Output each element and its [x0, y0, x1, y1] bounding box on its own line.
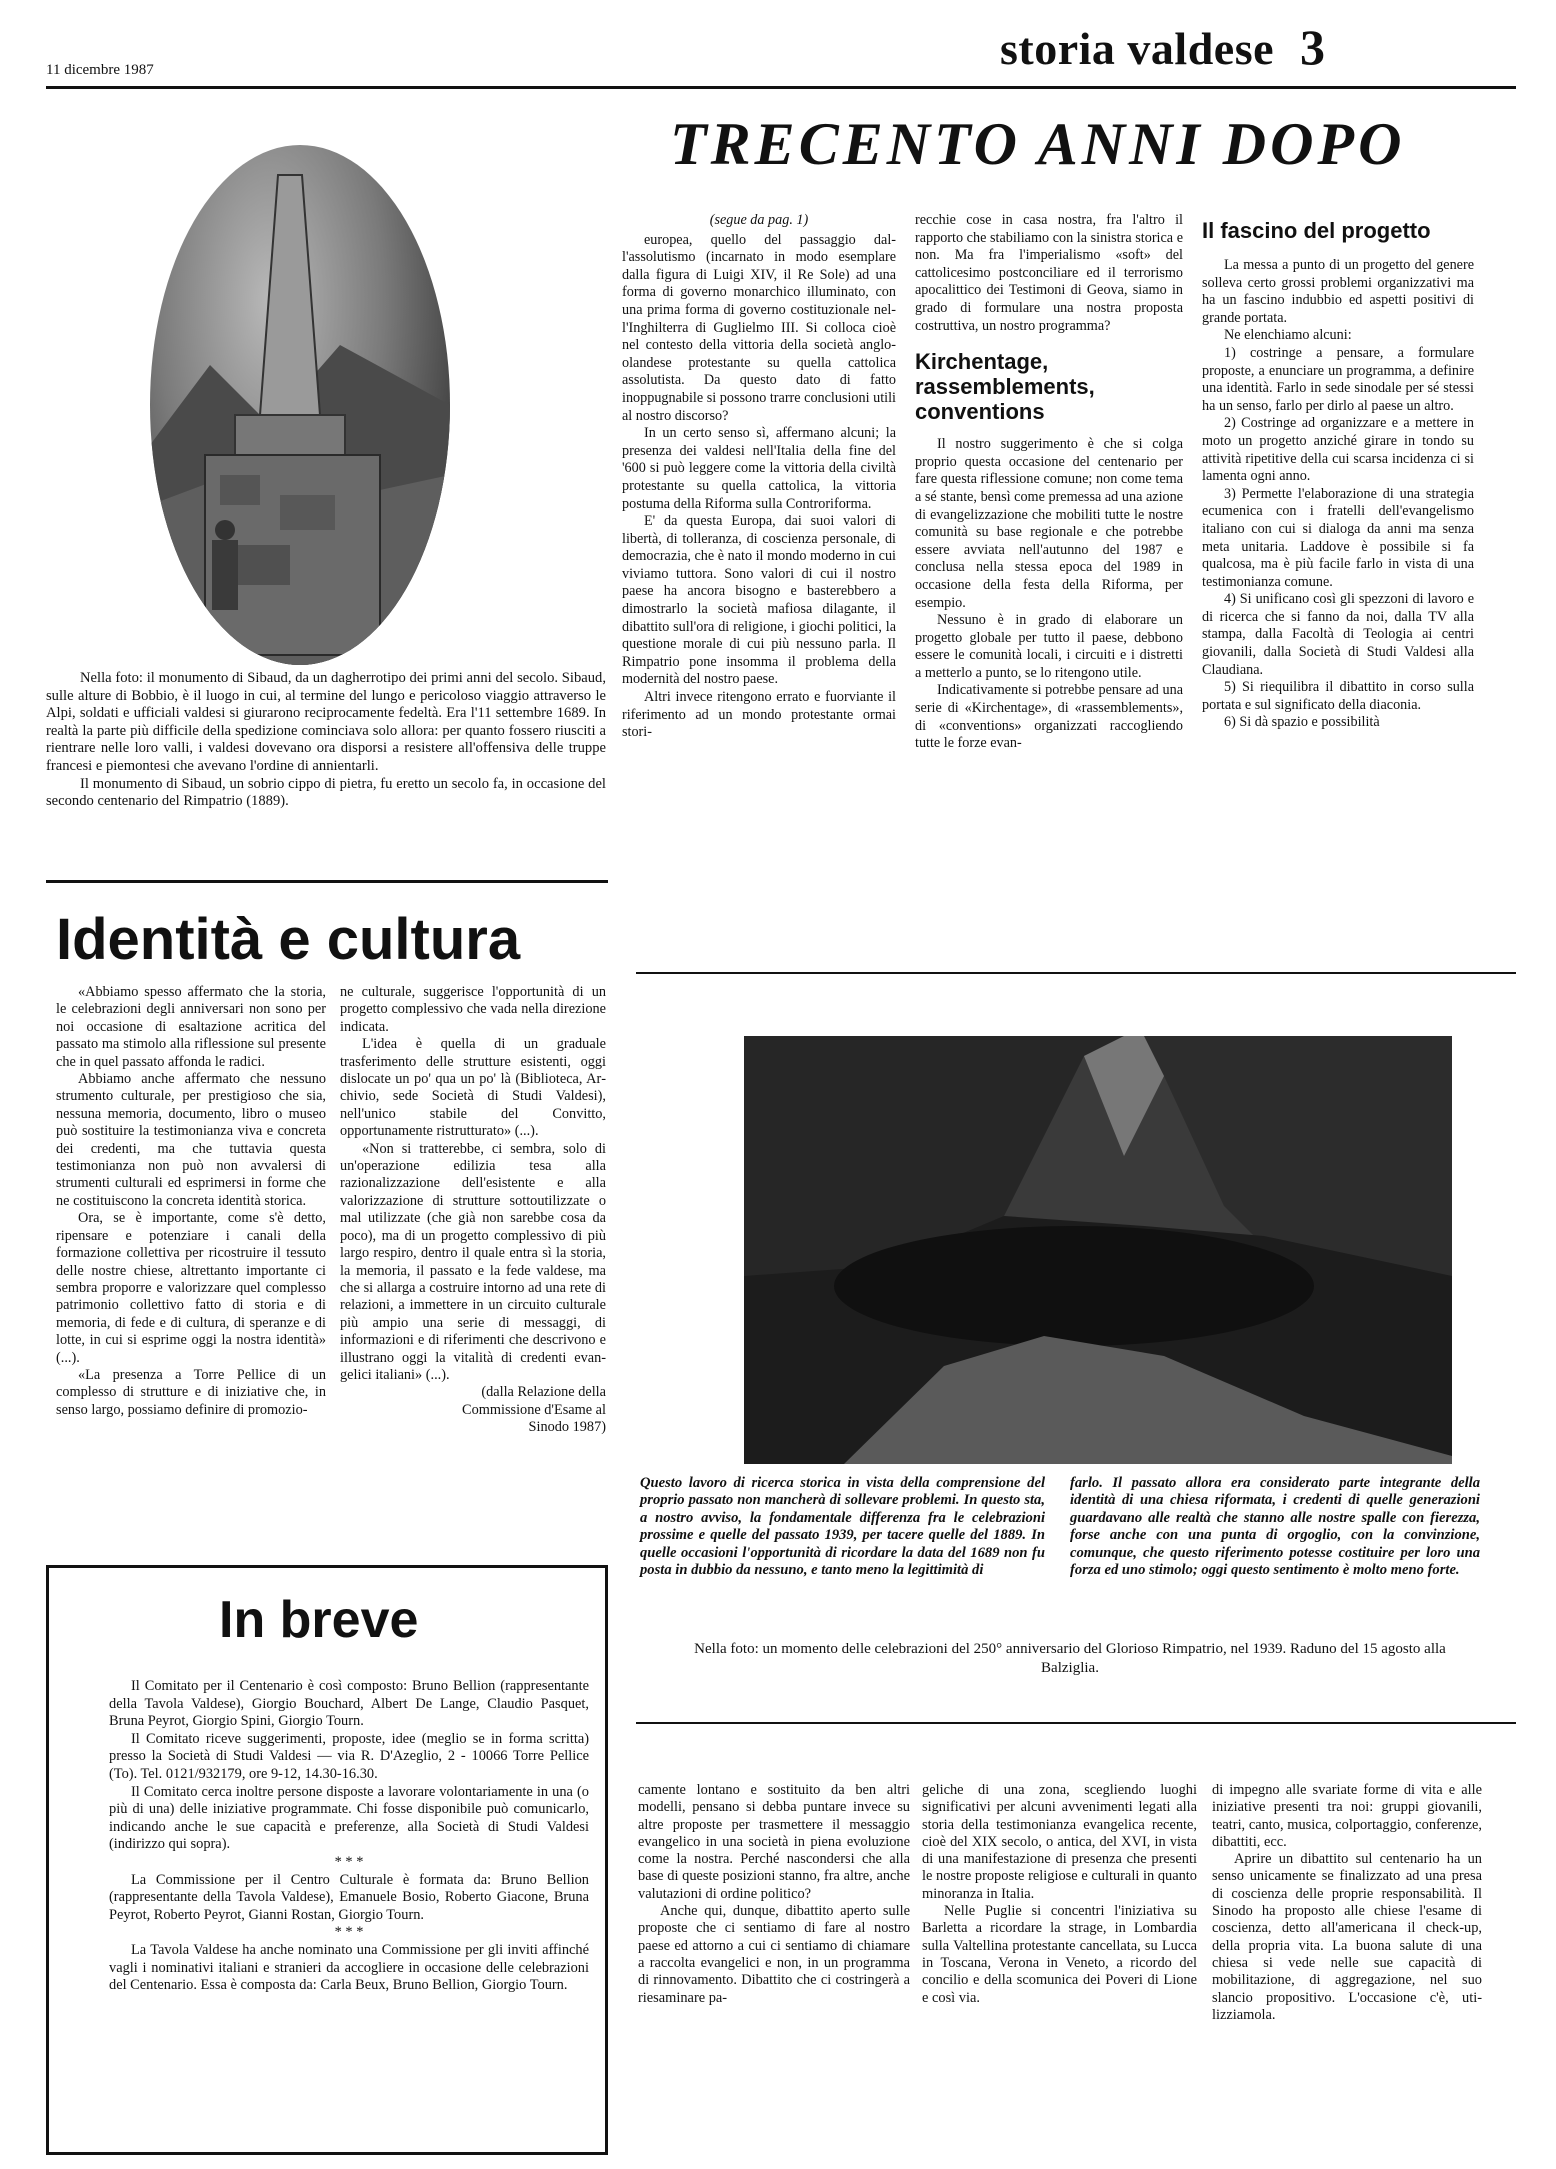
identita-headline: Identità e cultura: [56, 907, 521, 972]
identita-source: (dalla Relazione della Commissione d'Esame al Sinodo 1987): [462, 1384, 606, 1436]
inbreve-item-2: Il Comitato riceve suggerimenti, proposte, idee (meglio se in forma scritta) presso la Società di Studi Valdesi — via R. D'Azeglio, 2 - 10066 Torre Pellice (To). Tel. 0121/932179, ore 9-12, 14.30-16.30.: [109, 1730, 589, 1782]
identita-col2-p1: ne culturale, suggerisce l'opportunità di un progetto complessivo che vada nella direzione indicata.: [340, 984, 606, 1035]
identita-col1-p1: «Abbiamo spesso affermato che la storia, le celebrazioni degli anniversari non sono per noi occasione di esaltazione acritica del passato ma stimolo alla riflessione sul presente che in quel passato affonda le radici.: [56, 984, 326, 1070]
identita-col2-p3: «Non si tratterebbe, ci sembra, solo di un'operazione edilizia tesa alla razionalizzazione dell'esistente e alla valorizzazione di strutture sottoutilizzate o mal utilizzate (che già non sarebbe cosa da poco), ma di un progetto complessivo di più largo respiro, dentro il quale entra sì la storia, la memoria, il passato e la fede valdese, ma che si allarga a costruire intorno ad una rete di relazioni, a immettere in un circuito culturale più ampio una serie di messaggi, di informazioni e di riferimenti che descrivono e illustrano oggi la vitalità di credenti evangelici italiani» (...).: [340, 1140, 606, 1383]
main-col1-p2: In un certo senso sì, affermano alcuni; la presenza dei valdesi nell'Italia della fine del '600 si può leggere come la vittoria della civiltà protestante su quella cattolica, la vittoria postuma della Riforma sulla Controriforma.: [622, 425, 896, 512]
main-article-col2: [915, 212, 1183, 902]
monument-illustration: [150, 145, 450, 665]
photo1-caption: [46, 670, 606, 811]
photo1-caption-main: Nella foto: il monumento di Sibaud, da un dagherrotipo dei primi anni del secolo. Sibaud, sulle alture di Bobbio, è il luogo in cui, al termine del lungo e pericoloso viaggio attraverso le Alpi, soldati e ufficiali valdesi si giurarono reciprocamente fedeltà. Era l'11 settembre 1689. In realtà la parte più difficile della spedizione cominciava solo allora: per quanto fossero riusciti a rientrare nelle loro valli, i valdesi dovevano ora disporsi a resistere all'offensiva delle truppe francesi e piemontesi che avevano l'ordine di annientarli.: [46, 670, 606, 774]
fascino-list-4: 4) Si unificano così gli spezzoni di lavoro e di ricerca che si fanno da noi, dalla TV alla stampa, dalla Facoltà di Teologia ai centri giovanili, dalla Società di Studi Valdesi alla Claudiana.: [1202, 591, 1474, 678]
inbreve-item-3: Il Comitato cerca inoltre persone disposte a lavorare volontariamente in una (o più di una) delle iniziative programmate. Chi fosse disponibile può comunicarlo, indicando anche le sue capacità e preferenze, alla Società di Studi Valdesi (indirizzo qui sopra).: [109, 1783, 589, 1853]
sibaud-monument-photo: [150, 145, 450, 665]
identita-col1: [56, 984, 326, 1544]
page-date: 11 dicembre 1987: [46, 62, 154, 78]
inbreve-headline: In breve: [219, 1591, 419, 1649]
section-title: [1000, 18, 1326, 76]
photo1-caption-note: Il monumento di Sibaud, un sobrio cippo di pietra, fu eretto un secolo fa, in occasione del secondo centenario del Rimpatrio (1889).: [46, 775, 606, 810]
main-col1-p4: Altri invece ritengono errato e fuorviante il riferimento ad un mondo protestante ormai stori-: [622, 689, 896, 741]
fascino-list-5: 5) Si riequilibra il dibattito in corso sulla portata e sul significato della diaconia.: [1202, 679, 1474, 713]
section-name: storia valdese: [1000, 23, 1275, 74]
fascino-list-6: 6) Si dà spazio e possibilità: [1224, 714, 1380, 731]
main-col1-p3: E' da questa Europa, dai suoi valori di libertà, di tolleranza, di coscienza personale, di democrazia, che è nato il mondo moderno in cui viviamo tuttora. Sono valori di cui il nostro paese ha ancora bisogno e basterebbero a dimostrarlo la società mafiosa dilagante, il dibattito sull'ora di religione, i giochi politici, la questione morale di cui più nessuno parla. Il Rimpatrio pone insomma il problema della modernità del nostro paese.: [622, 513, 896, 688]
divider-left: [46, 880, 608, 883]
inbreve-body: [109, 1678, 589, 2148]
main-article-col3: [1202, 212, 1474, 902]
fascino-list-2: 2) Costringe ad organizzare e a mettere in moto un progetto anziché girare in tondo su attività ripetitive della cui scarsa incidenza ci si lamenta ogni anno.: [1202, 415, 1474, 485]
inbreve-box: [46, 1565, 608, 2155]
inbreve-separator-2: * * *: [334, 1924, 364, 1941]
bottom-col2-p2: Nelle Puglie si concentri l'iniziativa su Barletta a ricordare la strage, in Lombardia sulla Valtellina protestante cancellata, su Lucca in Toscana, Verona in Veneto, a ricordo del concilio e della scomunica dei Poveri di Lione e così via.: [922, 1903, 1197, 2006]
identita-col2: [340, 984, 606, 1544]
balziglia-gathering-photo: [744, 1036, 1452, 1464]
crowd-illustration: [744, 1036, 1452, 1464]
main-headline: TRECENTO ANNI DOPO: [670, 111, 1406, 177]
bottom-col1-p1: camente lontano e sostituito da ben altri modelli, pensano si debba puntare invece su altre proposte per trasmettere il messaggio evangelico in una società in piena evoluzione come la nostra. Perché nascondersi che alla base di queste posizioni stanno, fra altre, anche valutazioni di ordine politico?: [638, 1782, 910, 1902]
kirchentage-heading: Kirchentage, rassemblements, conventions: [915, 349, 1095, 425]
photo2-italic-right: farlo. Il passato allora era considerato parte integrante della identità di una chiesa riformata, i credenti di quelle generazioni guardavano alle realtà che stanno alle nostre spalle con fierezza, forse anche con una punta di orgoglio, con la convinzione, comunque, che questo riferimento potesse costituire per loro una forza ed uno stimolo; oggi questo sentimento è molto meno forte.: [1070, 1475, 1480, 1579]
bottom-col1-p2: Anche qui, dunque, dibattito aperto sulle proposte che ci sentiamo di fare al nostro paese ed attorno a cui ci sentiamo di chiamare a raccolta evangelici e non, in un programma di rinnovamento. Dibattito che ci costringerà a riesaminare pa-: [638, 1903, 910, 2006]
inbreve-separator-1: * * *: [334, 1853, 364, 1870]
photo2-italic-left: Questo lavoro di ricerca storica in vista della comprensione del proprio passato non mancherà di sollevare problemi. In questo sta, a nostro avviso, la fondamentale differenza fra le celebrazioni prossime e quelle del passato 1939, per tacere quelle del 1889. In quelle occasioni l'opportunità di ricordare la data del 1689 non fu posta in dubbio da nessuno, e tanto meno la legittimità di: [640, 1475, 1045, 1579]
bottom-col3-p2: Aprire un dibattito sul centenario ha un senso unicamente se finalizzato ad una presa di coscienza delle proprie responsabilità. Il Sinodo ha proposto alle chiese l'esame di coscienza, detto all'americana il check-up, della propria vita. La buona salute di una chiesa si vede nelle sue capacità di mobilitazione, di aggregazione, nel suo slancio propositivo. L'occasione c'è, utilizziamola.: [1212, 1851, 1482, 2023]
fascino-intro-2: Ne elenchiamo alcuni:: [1224, 327, 1352, 344]
bottom-col3-p1: di impegno alle svariate forme di vita e alle iniziative presenti tra noi: gruppi giovanili, teatri, canto, musica, colportaggio, conferenze, dibattiti, ecc.: [1212, 1782, 1482, 1850]
identita-col2-p2: L'idea è quella di un graduale trasferimento delle strutture esistenti, oggi dislocate un po' qua un po' là (Biblioteca, Archivio, sede Società di Studi Valdesi), nell'unico stabile del Convitto, opportunamente ristrutturato» (...).: [340, 1036, 606, 1140]
main-col1-p1: europea, quello del passaggio dall'assolutismo (incarnato in modo esemplare dalla figura di Luigi XIV, il Re Sole) ad una forma di governo monarchico illuminato, con una prima forma di governo costituzionale nell'Inghilterra di Guglielmo III. Si colloca cioè nel contesto della vittoria della società anglo-olandese protestante su quella cattolica assolutista. Da questo dato di fatto inoppugnabile si possono trarre conclusioni utili al nostro discorso?: [622, 231, 896, 424]
main-col2-p1: Il nostro suggerimento è che si colga proprio questa occasione del centenario per fare questa riflessione comune; non come tema a sé stante, bensì come premessa ad una azione di evangelizzazione che mobiliti tutte le nostre comunità su base regionale e che potrebbe essere avviata nell'autunno del 1987 e conclusa nella stessa epoca del 1989 in occasione della festa della Riforma, per esempio.: [915, 436, 1183, 611]
fascino-list-1: 1) costringe a pensare, a formulare proposte, a enunciare un programma, a definire una identità. Farlo in sede sinodale per sé stessi ha un senso, farlo per dirlo al paese un altro.: [1202, 344, 1474, 414]
bottom-col2: [922, 1782, 1197, 2162]
page-number: 3: [1300, 19, 1326, 75]
inbreve-item-4: La Commissione per il Centro Culturale è formata da: Bruno Bellion (rappresentante della Tavola Valdese), Emanuele Bosio, Roberto Giacone, Bruna Peyrot, Roberto Peyrot, Gianni Rostan, Giorgio Tourn.: [109, 1871, 589, 1923]
masthead-rule: [46, 86, 1516, 89]
fascino-heading: Il fascino del progetto: [1202, 218, 1431, 243]
bottom-col3: [1212, 1782, 1482, 2162]
divider-bottom-right: [636, 1722, 1516, 1724]
identita-col1-p2: Abbiamo anche affermato che nessuno strumento culturale, per prestigioso che sia, nessuna memoria, documento, libro o museo può sostituire la testimonianza viva e concreta dei credenti, ma che tuttavia questa testimonianza non può non avvalersi di strumenti culturali ed esprimersi in forme che ne costituiscono la concreta identità storica.: [56, 1071, 326, 1209]
inbreve-item-1: Il Comitato per il Centenario è così composto: Bruno Bellion (rappresentante della Tavola Valdese), Giorgio Bouchard, Albert De Lange, Claudio Pasquet, Bruna Peyrot, Giorgio Spini, Giorgio Tourn.: [109, 1678, 589, 1730]
main-article-col1: [622, 212, 896, 902]
photo2-caption: Nella foto: un momento delle celebrazioni del 250° anniversario del Glorioso Rimpatrio, nel 1939. Raduno del 15 agosto alla Balziglia.: [694, 1641, 1446, 1676]
bottom-col2-p1: geliche di una zona, scegliendo luoghi significativi per alcuni avvenimenti legati alla storia della testimonianza evangelica recente, cioè del XIX secolo, o antica, del XVI, in vista di una manifestazione di presenza che presenti le nostre proposte religiose e culturali in quanto minoranza in Italia.: [922, 1782, 1197, 1902]
main-col2-p3: Indicativamente si potrebbe pensare ad una serie di «Kirchentage», di «rassemblements», di «conventions» organizzati raccogliendo tutte le forze evan-: [915, 682, 1183, 752]
fascino-list-3: 3) Permette l'elaborazione di una strategia ecumenica con i fratelli dell'evangelismo italiano con cui si dialoga da anni ma senza meta unitaria. Laddove è possibile si fa qualcosa, ma è più facile farlo in vista di una testimonianza comune.: [1202, 485, 1474, 590]
divider-right: [636, 972, 1516, 974]
fascino-intro-1: La messa a punto di un progetto del genere solleva certo grossi problemi organizzativi ma ha un fascino indubbio ed aspetti positivi di grande portata.: [1202, 257, 1474, 326]
main-col2-p2: Nessuno è in grado di elaborare un progetto globale per tutto il paese, debbono essere le comunità locali, i circuiti e i distretti a metterlo a punto, se lo ritengono utile.: [915, 612, 1183, 681]
inbreve-item-5: La Tavola Valdese ha anche nominato una Commissione per gli inviti affinché vagli i nominativi italiani e stranieri da accogliere in occasione delle celebrazioni del Centenario. Essa è composta da: Carla Beux, Bruno Bellion, Giorgio Tourn.: [109, 1941, 589, 1994]
main-col2-top: recchie cose in casa nostra, fra l'altro il rapporto che stabiliamo con la sinistra storica e non. Ma fra l'imperialismo «soft» del cattolicesimo postconciliare ed il terrorismo apocalittico dei Testimoni di Geova, siamo in grado di formulare una nostra proposta costruttiva, un nostro programma?: [915, 212, 1183, 334]
identita-col1-p3: Ora, se è importante, come s'è detto, ripensare e potenziare i canali della formazione collettiva per ricostruire il tessuto delle nostre chiese, altrettanto importante ci sembra proporre e valorizzare quel complesso patrimonio collettivo fatto di storia e di memoria, di fede e di cultura, di speranze e di lotte, in cui si esprime oggi la nostra identità» (...).: [56, 1210, 326, 1366]
bottom-col1: [638, 1782, 910, 2162]
continuation-note: (segue da pag. 1): [709, 212, 809, 228]
identita-col1-p4: «La presenza a Torre Pellice di un complesso di strutture e di iniziative che, in senso largo, possiamo definire di promozio-: [56, 1366, 326, 1418]
